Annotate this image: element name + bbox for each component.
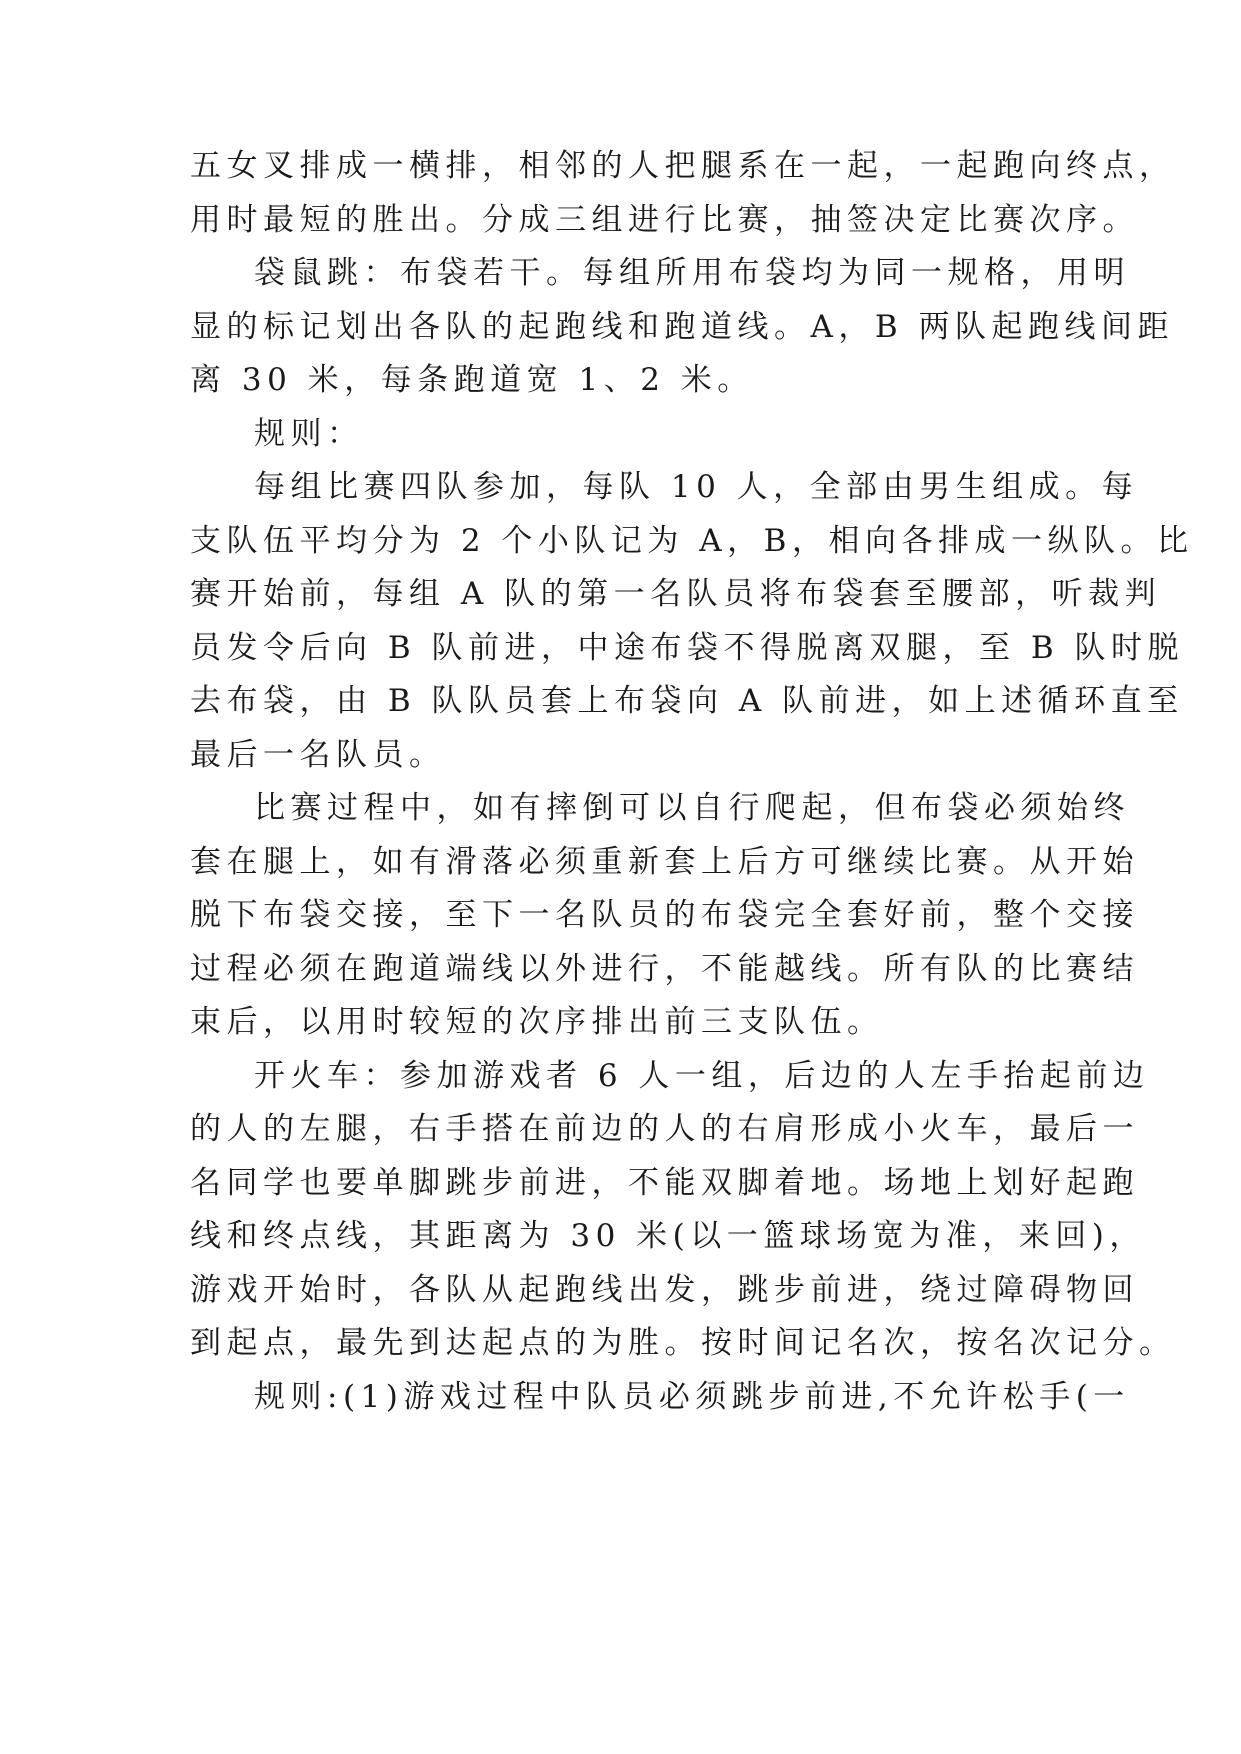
text-line: 脱下布袋交接，至下一名队员的布袋完全套好前，整个交接 — [190, 897, 1139, 933]
text-line: 最后一名队员。 — [190, 737, 446, 773]
text-line: 线和终点线，其距离为 30 米(以一篮球场宽为准，来回)， — [190, 1218, 1146, 1254]
paragraph-start: 袋鼠跳：布袋若干。每组所用布袋均为同一规格，用明 — [254, 255, 1130, 291]
text-line: 离 30 米，每条跑道宽 1、2 米。 — [190, 362, 754, 398]
paragraph-start: 每组比赛四队参加，每队 10 人，全部由男生组成。每 — [254, 469, 1139, 505]
text-line: 用时最短的胜出。分成三组进行比赛，抽签决定比赛次序。 — [190, 202, 1139, 238]
text-line: 游戏开始时，各队从起跑线出发，跳步前进，绕过障碍物回 — [190, 1272, 1139, 1308]
text-line: 到起点，最先到达起点的为胜。按时间记名次，按名次记分。 — [190, 1325, 1176, 1361]
text-line: 名同学也要单脚跳步前进，不能双脚着地。场地上划好起跑 — [190, 1165, 1139, 1201]
paragraph-start: 比赛过程中，如有摔倒可以自行爬起，但布袋必须始终 — [254, 790, 1130, 826]
text-line: 赛开始前，每组 A 队的第一名队员将布袋套至腰部，听裁判 — [190, 576, 1162, 612]
text-line: 员发令后向 B 队前进，中途布袋不得脱离双腿，至 B 队时脱 — [190, 630, 1184, 666]
text-line: 套在腿上，如有滑落必须重新套上后方可继续比赛。从开始 — [190, 844, 1139, 880]
text-line: 五女叉排成一横排，相邻的人把腿系在一起，一起跑向终点， — [190, 148, 1176, 184]
paragraph-start: 规则:(1)游戏过程中队员必须跳步前进,不允许松手(一 — [254, 1379, 1130, 1415]
section-heading-rules: 规则： — [254, 416, 364, 452]
text-line: 支队伍平均分为 2 个小队记为 A，B，相向各排成一纵队。比 — [190, 523, 1194, 559]
text-line: 显的标记划出各队的起跑线和跑道线。A，B 两队起跑线间距 — [190, 309, 1175, 345]
text-line: 的人的左腿，右手搭在前边的人的右肩形成小火车，最后一 — [190, 1111, 1139, 1147]
text-line: 束后，以用时较短的次序排出前三支队伍。 — [190, 1004, 884, 1040]
paragraph-start: 开火车：参加游戏者 6 人一组，后边的人左手抬起前边 — [254, 1058, 1150, 1094]
text-line: 过程必须在跑道端线以外进行，不能越线。所有队的比赛结 — [190, 951, 1139, 987]
text-line: 去布袋，由 B 队队员套上布袋向 A 队前进，如上述循环直至 — [190, 683, 1184, 719]
